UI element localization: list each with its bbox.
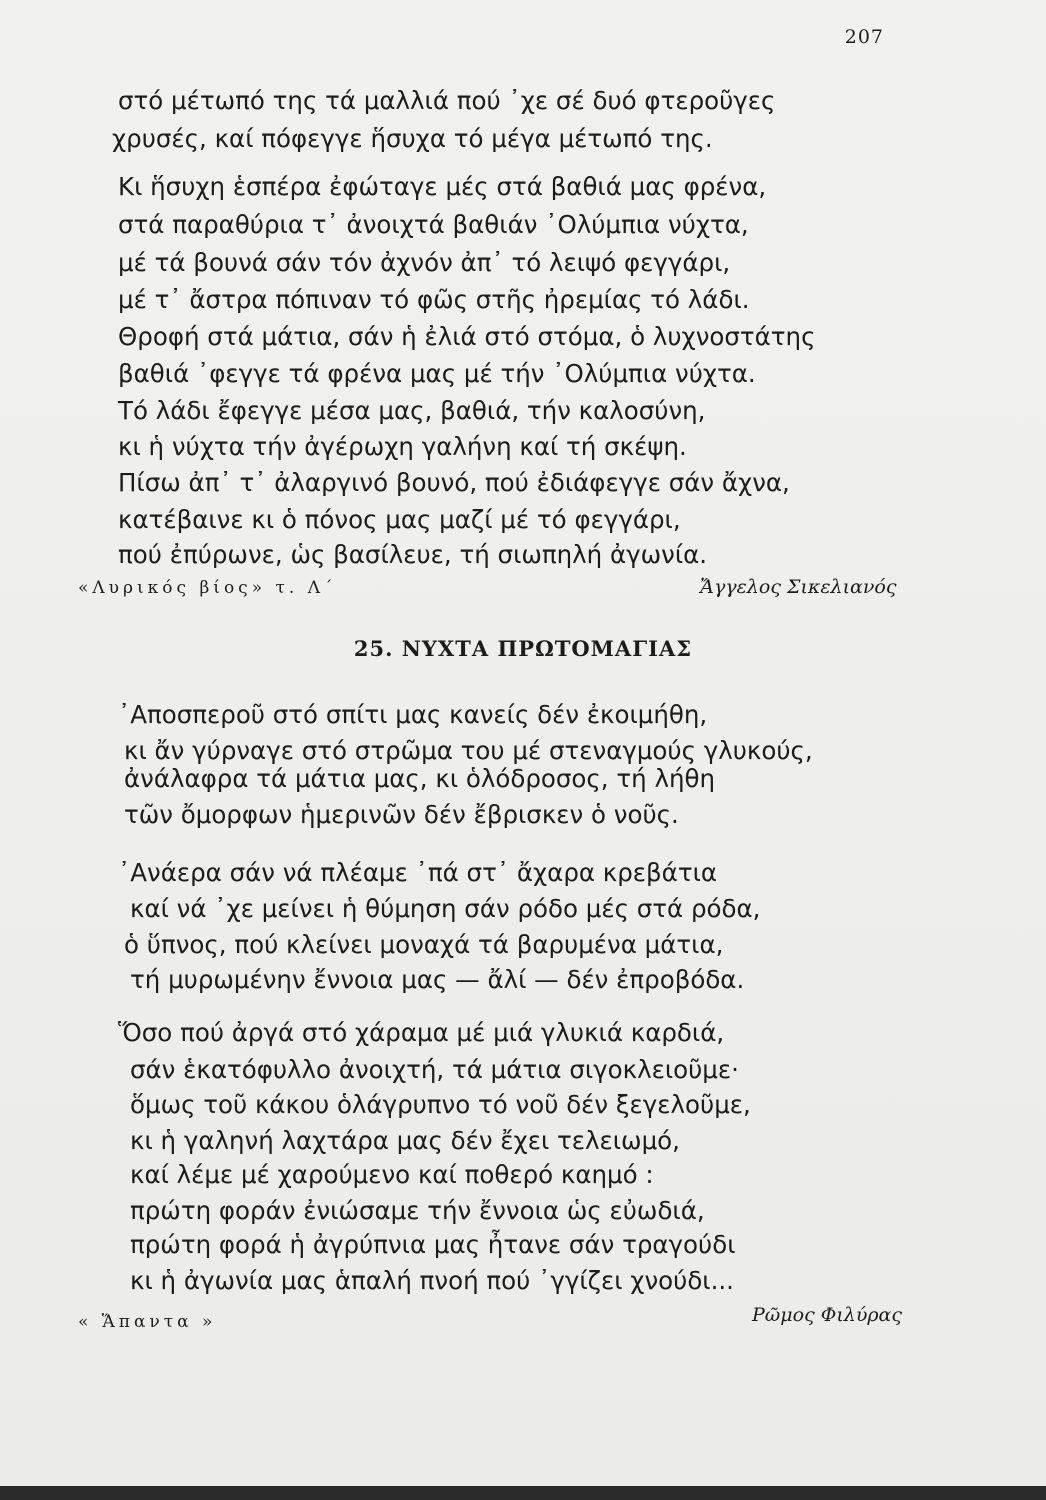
poem2-line-8: τή μυρωμένην ἔννοια μας — ἄλί — δέν ἐπροβόδα. [130,965,745,994]
poem1-line-6: μέ τ᾿ ἄστρα πόπιναν τό φῶς στῆς ἠρεμίας τό λάδι. [118,285,750,314]
poem1-line-3: Κι ἥσυχη ἑσπέρα ἐφώταγε μές στά βαθιά μας φρένα, [118,172,767,201]
poem2-line-5: ᾿Ανάερα σάν νά πλέαμε ᾿πά στ᾿ ἄχαρα κρεβάτια [118,858,718,887]
poem2-line-10: σάν ἑκατόφυλλο ἀνοιχτή, τά μάτια σιγοκλειοῦμε· [130,1055,739,1084]
poem2-line-16: κι ἡ ἀγωνία μας ἁπαλή πνοή πού ᾿γγίζει χνούδι... [130,1266,734,1295]
poem2-line-9: Ὅσο πού ἀργά στό χάραμα μέ μιά γλυκιά καρδιά, [118,1018,725,1047]
poem1-line-11: Πίσω ἀπ᾿ τ᾿ ἀλαργινό βουνό, πού ἐδιάφεγγε σάν ἄχνα, [118,468,790,497]
poem1-line-10: κι ἡ νύχτα τήν ἀγέρωχη γαλήνη καί τή σκέψη. [118,432,687,461]
poem1-line-5: μέ τά βουνά σάν τόν ἀχνόν ἀπ᾿ τό λειψό φεγγάρι, [118,248,731,277]
poem1-line-2: χρυσές, καί πόφεγγε ἥσυχα τό μέγα μέτωπό της. [112,124,713,153]
poem1-author: Ἄγγελος Σικελιανός [700,576,897,598]
poem2-line-11: ὅμως τοῦ κάκου ὁλάγρυπνο τό νοῦ δέν ξεγελοῦμε, [130,1090,751,1119]
poem2-line-13: καί λέμε μέ χαρούμενο καί ποθερό καημό : [130,1160,654,1189]
poem1-line-1: στό μέτωπό της τά μαλλιά πού ᾿χε σέ δυό φτεροῦγες [118,86,776,115]
poem1-line-12: κατέβαινε κι ὁ πόνος μας μαζί μέ τό φεγγάρι, [118,505,681,534]
poem1-line-9: Τό λάδι ἔφεγγε μέσα μας, βαθιά, τήν καλοσύνη, [118,396,706,425]
poem2-line-7: ὁ ὕπνος, πού κλείνει μοναχά τά βαρυμένα μάτια, [124,930,724,959]
poem2-line-6: καί νά ᾿χε μείνει ἡ θύμηση σάν ρόδο μές στά ρόδα, [130,894,761,923]
poem1-line-8: βαθιά ᾿φεγγε τά φρένα μας μέ τήν ᾿Ολύμπια νύχτα. [118,359,756,388]
poem2-line-14: πρώτη φοράν ἐνιώσαμε τήν ἔννοια ὡς εὐωδιά, [130,1196,705,1225]
poem2-line-3: ἀνάλαφρα τά μάτια μας, κι ὁλόδροσος, τή λήθη [124,764,715,793]
poem2-line-15: πρώτη φορά ἡ ἀγρύπνια μας ἦτανε σάν τραγούδι [130,1230,736,1259]
poem2-source: « Ἅπαντα » [78,1312,217,1332]
poem2-line-4: τῶν ὄμορφων ἡμερινῶν δέν ἔβρισκεν ὁ νοῦς. [124,800,679,829]
poem1-source: «Λυρικός βίος» τ. Λ΄ [78,578,337,598]
poem2-author: Ρῶμος Φιλύρας [752,1304,903,1326]
scan-edge [0,1486,1046,1500]
poem1-line-7: Θροφή στά μάτια, σάν ἡ ἐλιά στό στόμα, ὁ λυχνοστάτης [118,322,816,351]
page-number: 207 [844,26,884,48]
poem2-line-12: κι ἡ γαληνή λαχτάρα μας δέν ἔχει τελειωμό, [130,1126,680,1155]
poem2-line-1: ᾿Αποσπεροῦ στό σπίτι μας κανείς δέν ἐκοιμήθη, [118,700,708,729]
poem2-title: 25. ΝΥΧΤΑ ΠΡΩΤΟΜΑΓΙΑΣ [353,636,693,661]
poem1-line-13: πού ἐπύρωνε, ὡς βασίλευε, τή σιωπηλή ἀγωνία. [118,540,708,569]
poem2-line-2: κι ἄν γύρναγε στό στρῶμα του μέ στεναγμούς γλυκούς, [124,736,813,765]
poem1-line-4: στά παραθύρια τ᾿ ἀνοιχτά βαθιάν ᾿Ολύμπια νύχτα, [118,210,749,239]
